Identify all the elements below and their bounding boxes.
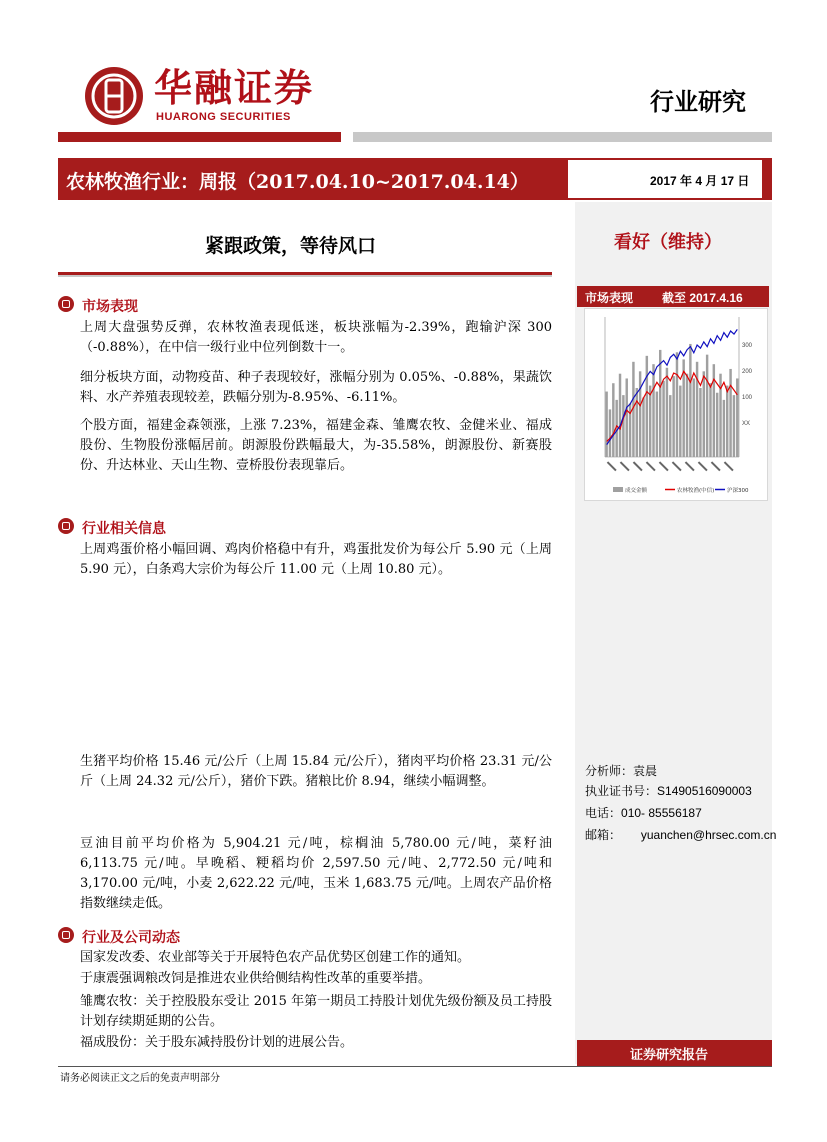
chart-bar: [649, 386, 651, 457]
phone-label: 电话：: [585, 806, 622, 820]
chart-bar: [736, 378, 738, 457]
market-paragraph-3: 个股方面，福建金森领涨，上涨 7.23%，福建金森、雏鹰农牧、金健米业、福成股份、生物股份涨幅居前。朗源股份跌幅最大，为-35.58%，朗源股份、新赛股份、升达林业、天山生物、壹桥股份表现靠后。: [80, 418, 552, 473]
analyst-name: 袁晨: [633, 764, 658, 778]
report-type: 行业研究: [650, 87, 746, 116]
chart-bar: [605, 392, 607, 457]
section-icon: [58, 296, 74, 312]
analyst-label: 分析师：: [585, 764, 634, 778]
chart-x-tick-label: [711, 461, 721, 471]
header-divider-gray-right: [353, 132, 772, 142]
chart-bar: [733, 395, 735, 457]
chart-legend-label: 成交金额: [625, 488, 648, 494]
chart-x-tick-label: [607, 461, 617, 471]
analyst-line: [585, 762, 657, 781]
license-number: S1490516090003: [657, 784, 752, 798]
market-paragraph-1: 上周大盘强势反弹，农林牧渔表现低迷，板块涨幅为-2.39%，跑输沪深 300（-0.88%），在中信一级行业中位列倒数十一。: [80, 320, 552, 355]
footer-disclaimer: 请务必阅读正文之后的免责声明部分: [60, 1073, 220, 1084]
chart-legend-label: 沪深300: [727, 488, 749, 494]
chart-x-tick-label: [698, 461, 708, 471]
chart-y-tick-label: 200: [742, 369, 753, 375]
email-address[interactable]: yuanchen@hrsec.com.cn: [640, 828, 777, 842]
license-label: 执业证书号：: [585, 784, 658, 798]
email-label: 邮箱：: [585, 828, 622, 842]
chart-bar: [676, 352, 678, 457]
chart-bar: [652, 364, 654, 457]
chart-bar: [689, 344, 691, 457]
report-title: 农林牧渔行业：周报（2017.04.10~2017.04.14）: [66, 171, 529, 193]
chart-bar: [703, 371, 705, 457]
license-line: [585, 782, 752, 801]
chart-legend-swatch: [613, 487, 623, 492]
chart-x-tick-label: [659, 461, 669, 471]
market-performance-chart: [585, 309, 767, 500]
chart-bar: [622, 395, 624, 457]
industry-info-paragraph-3: 豆油目前平均价格为 5,904.21 元/吨，棕榈油 5,780.00 元/吨，菜籽油 6,113.75 元/吨。早晚稻、粳稻均价 2,597.50 元/吨、2,772.50 元/吨和 3,170.00 元/吨，小麦 2,622.22 元/吨，玉米 1,683.75 元/吨。上周农产品价格指数继续走低。: [80, 836, 552, 911]
logo-emblem-icon: [84, 66, 144, 126]
chart-y-tick-label: XX: [742, 421, 751, 427]
market-chart-label: 市场表现: [585, 291, 634, 305]
chart-x-tick-label: [672, 461, 682, 471]
industry-info-paragraph-1: 上周鸡蛋价格小幅回调、鸡肉价格稳中有升，鸡蛋批发价为每公斤 5.90 元（上周 5.90 元），白条鸡大宗价为每公斤 11.00 元（上周 10.80 元）。: [80, 542, 552, 577]
chart-bar: [626, 378, 628, 457]
chart-bar: [693, 378, 695, 457]
rating: 看好（维持）: [614, 232, 722, 253]
report-date: 2017 年 4 月 17 日: [650, 174, 750, 188]
chart-bar: [716, 393, 718, 457]
section-icon: [58, 927, 74, 943]
chart-x-tick-label: [633, 461, 643, 471]
chart-bar: [609, 409, 611, 457]
chart-bar: [706, 355, 708, 457]
chart-bar: [619, 374, 621, 457]
chart-bar: [729, 369, 731, 457]
chart-bar: [699, 388, 701, 457]
chart-bar: [659, 350, 661, 457]
chart-bar: [672, 376, 674, 457]
chart-bar: [669, 395, 671, 457]
phone-number: 010- 85556187: [621, 806, 702, 820]
headline-divider: [58, 272, 552, 277]
chart-bar: [723, 400, 725, 457]
chart-bar: [612, 383, 614, 457]
news-item-4: 福成股份：关于股东减持股份计划的进展公告。: [80, 1035, 354, 1050]
chart-bar: [709, 383, 711, 457]
chart-bar: [636, 388, 638, 457]
chart-bar: [646, 356, 648, 457]
market-paragraph-2: 细分板块方面，动物疫苗、种子表现较好，涨幅分别为 0.05%、-0.88%，果蔬饮料、水产养殖表现较差，跌幅分别为-8.95%、-6.11%。: [80, 370, 552, 405]
chart-bar: [696, 362, 698, 457]
market-chart-as-of: 截至 2017.4.16: [662, 291, 743, 305]
chart-x-tick-label: [620, 461, 630, 471]
chart-x-tick-label: [685, 461, 695, 471]
company-name-cn: 华融证券: [154, 65, 315, 110]
news-item-3: 雏鹰农牧：关于控股股东受让 2015 年第一期员工持股计划优先级份额及员工持股计划存续期延期的公告。: [80, 994, 552, 1029]
chart-bar: [686, 374, 688, 457]
chart-bar: [666, 368, 668, 457]
chart-x-tick-label: [646, 461, 656, 471]
header-divider-red: [58, 132, 341, 142]
email-line: [585, 826, 776, 845]
headline: 紧跟政策，等待风口: [205, 235, 377, 257]
section-heading-industry-info: 行业相关信息: [82, 521, 166, 537]
chart-y-tick-label: 100: [742, 395, 753, 401]
chart-bar: [642, 398, 644, 458]
news-item-2: 于康震强调粮改饲是推进农业供给侧结构性改革的重要举措。: [80, 971, 432, 986]
news-item-1: 国家发改委、农业部等关于开展特色农产品优势区创建工作的通知。: [80, 950, 471, 965]
chart-bar: [726, 386, 728, 457]
chart-bar: [639, 371, 641, 457]
company-name-en: HUARONG SECURITIES: [156, 111, 291, 123]
industry-info-paragraph-2: 生猪平均价格 15.46 元/公斤（上周 15.84 元/公斤），猪肉平均价格 23.31 元/公斤（上周 24.32 元/公斤），猪价下跌。猪粮比价 8.94，继续小幅调整。: [80, 754, 552, 789]
chart-x-tick-label: [724, 461, 734, 471]
phone-line: [585, 804, 702, 823]
chart-legend-label: 农林牧渔(中信): [677, 488, 715, 494]
company-logo: [84, 66, 144, 126]
chart-bar: [679, 386, 681, 457]
section-heading-market: 市场表现: [82, 299, 138, 315]
chart-bar: [656, 392, 658, 457]
section-icon: [58, 518, 74, 534]
chart-y-tick-label: 300: [742, 343, 753, 349]
sidebar-footer-label: 证券研究报告: [630, 1048, 709, 1063]
section-heading-news: 行业及公司动态: [82, 930, 180, 946]
market-chart-frame: [584, 308, 768, 501]
chart-bar: [662, 381, 664, 457]
footer-divider: [58, 1066, 772, 1067]
